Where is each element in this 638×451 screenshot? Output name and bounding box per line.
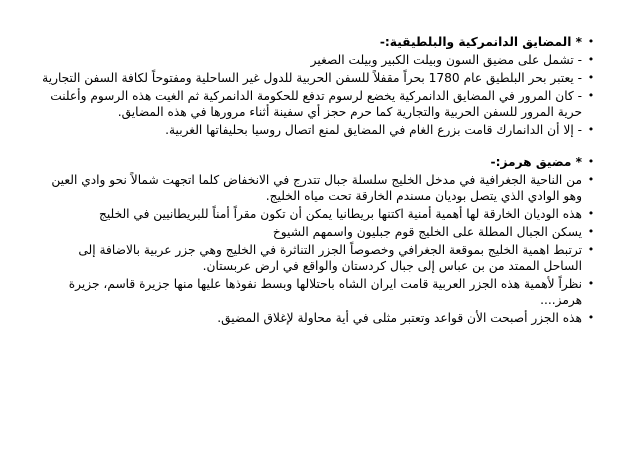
- slide-content: [40, 34, 598, 328]
- section-heading: [40, 34, 598, 50]
- list-item-text: - يعتبر بحر البلطيق عام 1780 بحراً مقفلاً للسفن الحربية للدول غير الساحلية ومفتوحاً لكافة السفن التجارية: [42, 71, 582, 85]
- section1-heading: * المضايق الدانمركية والبلطيقية:-: [379, 35, 582, 49]
- bullet-icon: •: [587, 277, 595, 290]
- list-item-text: هذه الوديان الخارقة لها أهمية أمنية اكتنها بريطانيا يمكن أن تكون مقراً أمناً للبريطانيين في الخليج: [99, 207, 582, 221]
- list-item-text: - إلا أن الدانمارك قامت بزرع الغام في المضايق لمنع اتصال روسيا بحليفاتها الغربية.: [165, 123, 582, 137]
- list-item: [40, 242, 598, 274]
- section-hormuz-list: [40, 154, 598, 326]
- bullet-icon: •: [587, 123, 595, 136]
- list-item: [40, 52, 598, 68]
- list-item-text: - كان المرور في المضايق الدانمركية يخضع لرسوم تدفع للحكومة الدانمركية ثم الغيت هذه الرسوم وأعلنت حرية المرور للسفن الحربية والتجارية كما حرم حجز أي سفينة أثناء مرورها في هذه المضايق.: [50, 89, 582, 119]
- list-item-text: - تشمل على مضيق السون وبيلت الكبير وبيلت الصغير: [310, 53, 582, 67]
- list-item-text: من الناحية الجغرافية في مدخل الخليج سلسلة جبال تتدرج في الانخفاض كلما اتجهت شمالاً نحو وادي العين وهو الوادي الذي يتصل بوديان مسندم الخارقة تحت مياه الخليج.: [51, 173, 582, 203]
- bullet-icon: •: [587, 53, 595, 66]
- list-item-text: هذه الجزر أصبحت الأن قواعد وتعتبر مثلى في أية محاولة لإغلاق المضيق.: [217, 311, 582, 325]
- list-item-text: ترتبط اهمية الخليج بموقعة الجغرافي وخصوصاً الجزر التناثرة في الخليج وهي جزر عربية بالاضافة إلى الساحل الممتد من بن عباس إلى جبال كردستان والواقع في ارض عربستان.: [78, 243, 582, 273]
- list-item: [40, 276, 598, 308]
- section2-heading: * مضيق هرمز:-: [490, 155, 582, 169]
- list-item: [40, 172, 598, 204]
- section-dardanelles-list: [40, 34, 598, 138]
- list-item: [40, 88, 598, 120]
- list-item-text: يسكن الجبال المطلة على الخليج قوم جبليون واسمهم الشيوخ: [272, 225, 582, 239]
- bullet-icon: •: [587, 35, 595, 48]
- bullet-icon: •: [587, 311, 595, 324]
- section-heading: [40, 154, 598, 170]
- bullet-icon: •: [587, 155, 595, 168]
- bullet-icon: •: [587, 173, 595, 186]
- list-item: [40, 224, 598, 240]
- bullet-icon: •: [587, 225, 595, 238]
- list-item: [40, 206, 598, 222]
- bullet-icon: •: [587, 243, 595, 256]
- bullet-icon: •: [587, 71, 595, 84]
- list-item: [40, 70, 598, 86]
- list-item: [40, 310, 598, 326]
- section-spacer: [40, 140, 598, 154]
- list-item: [40, 122, 598, 138]
- bullet-icon: •: [587, 207, 595, 220]
- list-item-text: نظراً لأهمية هذه الجزر العربية قامت ايران الشاه باحتلالها وبسط نفوذها عليها منها جزيرة قاسم، جزيرة هرمز....: [68, 277, 582, 307]
- bullet-icon: •: [587, 89, 595, 102]
